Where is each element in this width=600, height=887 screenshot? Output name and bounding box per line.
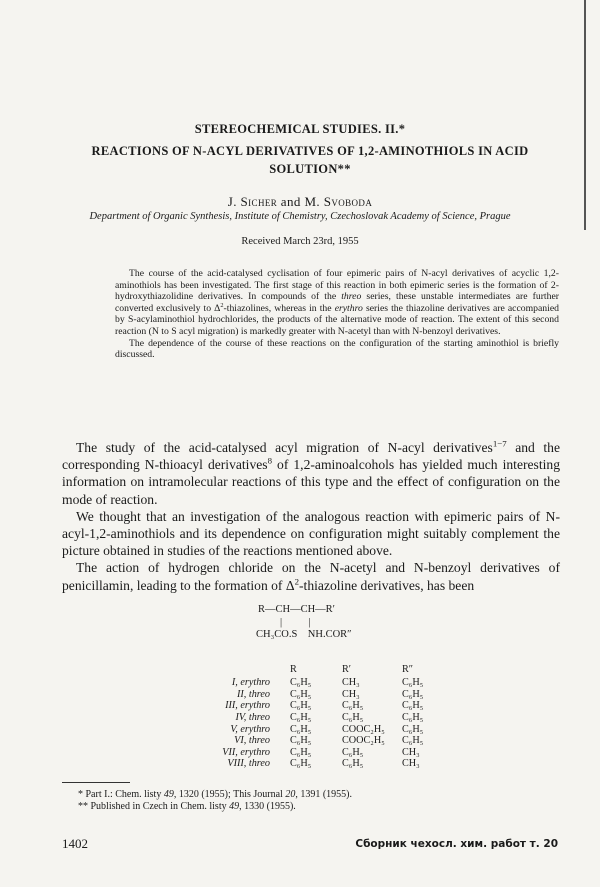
body-text-run: of 1,2-aminoalcohols has yielded much interesting information on intramolecular reactions of this type and the effect of configuration on the mode of reaction. [62,457,560,507]
formula-bonds: | | [280,617,311,628]
compound-row [178,758,442,770]
substituent-cell: C₆H₅ [290,735,312,747]
compound-row [178,689,442,701]
header-cell: R′ [342,663,352,675]
abstract-text: series, these unstable intermediates are further converted exclusively to Δ [115,291,559,314]
body-paragraph-1 [62,439,560,508]
footnote-text: Published in Czech in Chem. listy [90,801,230,812]
substituent-cell: C₆H₅ [290,746,312,758]
citation-sup: 8 [267,455,273,466]
abstract-text: -thiazolines, whereas in the [223,302,335,314]
substituent-cell: C₆H₅ [402,688,424,700]
body-paragraph-3 [62,559,560,593]
substituent-cell: C₆H₅ [342,712,364,724]
compound-row [178,700,442,712]
header-cell [178,661,290,677]
substituent-cell: C₆H₅ [290,758,312,770]
compound-label: VII, erythro [222,746,270,758]
body-text-run: -thiazoline derivatives, has been [299,577,475,593]
compound-label: VIII, threo [227,758,270,770]
substituent-cell: C₆H₅ [290,723,312,735]
footnote-text: , 1391 (1955). [295,789,352,800]
compound-label: III, erythro [225,700,270,712]
footnote-mark: ** [78,801,91,812]
author-1-surname: Sicher [240,194,278,209]
footnote-text: , 1320 (1955); This Journal [173,789,286,800]
footnote-volume: 20 [285,789,296,800]
substituent-cell: C₆H₅ [290,700,312,712]
body-text-run: The action of hydrogen chloride on the N-acetyl and N-benzoyl derivatives of penicillamin, leading to the formation of Δ [62,560,560,593]
abstract [115,268,559,361]
substituent-cell: C₆H₅ [402,700,424,712]
formula-line-2: CH₃CO.S NH.COR″ [256,629,352,640]
abstract-text: The course of the acid-catalysed cyclisation of four epimeric pairs of N-acyl derivatives of acyclic 1,2-aminothiols has been investigated. The first stage of this reaction in both epimeric series is the formation of 2-hydroxythiazolidine derivatives. In compounds of the [115,268,559,303]
footnote-volume: 49 [163,789,174,800]
compound-row [178,735,442,747]
substituent-cell: C₆H₅ [402,677,424,689]
body-text [62,439,560,594]
abstract-sup: 2 [220,301,224,309]
author-2-surname: Svoboda [323,194,373,209]
compound-row [178,747,442,759]
footnote-rule [62,782,130,783]
compound-table-header [178,661,442,677]
substituent-cell: C₆H₅ [342,758,364,770]
authors-and: and [277,194,305,209]
authors [0,194,600,210]
page-number: 1402 [62,836,88,851]
substituent-cell: C₆H₅ [402,712,424,724]
footnote-text: , 1330 (1955). [239,801,296,812]
body-text-run: The study of the acid-catalysed acyl migration of N-acyl derivatives [76,440,493,455]
title-line-2: REACTIONS OF N-ACYL DERIVATIVES OF 1,2-AMINOTHIOLS IN ACID SOLUTION** [91,144,529,176]
substituent-cell: CH₃ [402,746,420,758]
substituent-cell: C₆H₅ [290,677,312,689]
journal-footer: Сборник чехосл. хим. работ т. 20 [355,838,558,850]
footnote-2 [78,801,296,812]
compound-label: I, erythro [231,677,270,689]
compound-row [178,712,442,724]
compound-table [178,661,442,770]
compound-label: II, threo [236,688,270,700]
substituent-cell: CH₃ [342,677,360,689]
compound-row [178,677,442,689]
delta-sup: 2 [294,576,300,587]
abstract-paragraph-2: The dependence of the course of these reactions on the configuration of the starting aminothiol is briefly discussed. [115,337,559,361]
author-1-initial: J. [227,194,241,209]
title-line-1: STEREOCHEMICAL STUDIES. II.* [194,122,406,136]
body-text-run: and the corresponding N-thioacyl derivatives [62,440,560,473]
substituent-cell: C₆H₅ [402,735,424,747]
formula-line-1: R—CH—CH—R′ [258,604,335,615]
received-date: Received March 23rd, 1955 [241,236,359,247]
substituent-cell: CH₃ [402,758,420,770]
header-cell: R [290,663,297,675]
compound-row [178,723,442,735]
compound-label: VI, threo [234,735,270,747]
author-2-initial: M. [304,194,324,209]
compound-label: IV, threo [235,712,270,724]
body-paragraph-2: We thought that an investigation of the analogous reaction with epimeric pairs of N-acyl-1,2-aminothiols and its dependence on configuration might suitably complement the picture obtained in studies of the reactions mentioned above. [62,508,560,559]
footnote-mark: * [78,789,86,800]
substituent-cell: C₆H₅ [402,723,424,735]
footnote-text: Part I.: Chem. listy [85,789,164,800]
substituent-cell: C₆H₅ [290,688,312,700]
substituent-cell: C₆H₅ [342,746,364,758]
abstract-erythro: erythro [334,302,363,314]
substituent-cell: C₆H₅ [290,712,312,724]
abstract-text: series the thiazoline derivatives are accompanied by S-acylaminothiol hydrochlorides, the products of the alternative mode of reaction. The extent of this second reaction (N to S acyl migration) is markedly greater with N-acetyl than with N-benzoyl derivatives. [115,302,559,337]
substituent-cell: CH₃ [342,688,360,700]
header-cell: R″ [402,663,414,675]
footnote-1 [78,789,352,800]
affiliation: Department of Organic Synthesis, Institute of Chemistry, Czechoslovak Academy of Science, Prague [89,211,511,222]
substituent-cell: COOC₂H₅ [342,735,385,747]
abstract-paragraph-1 [115,268,559,338]
substituent-cell: C₆H₅ [342,700,364,712]
citation-sup: 1−7 [492,438,507,449]
abstract-threo: threo [341,291,362,303]
footnote-volume: 49 [229,801,240,812]
compound-label: V, erythro [230,723,270,735]
substituent-cell: COOC₂H₅ [342,723,385,735]
